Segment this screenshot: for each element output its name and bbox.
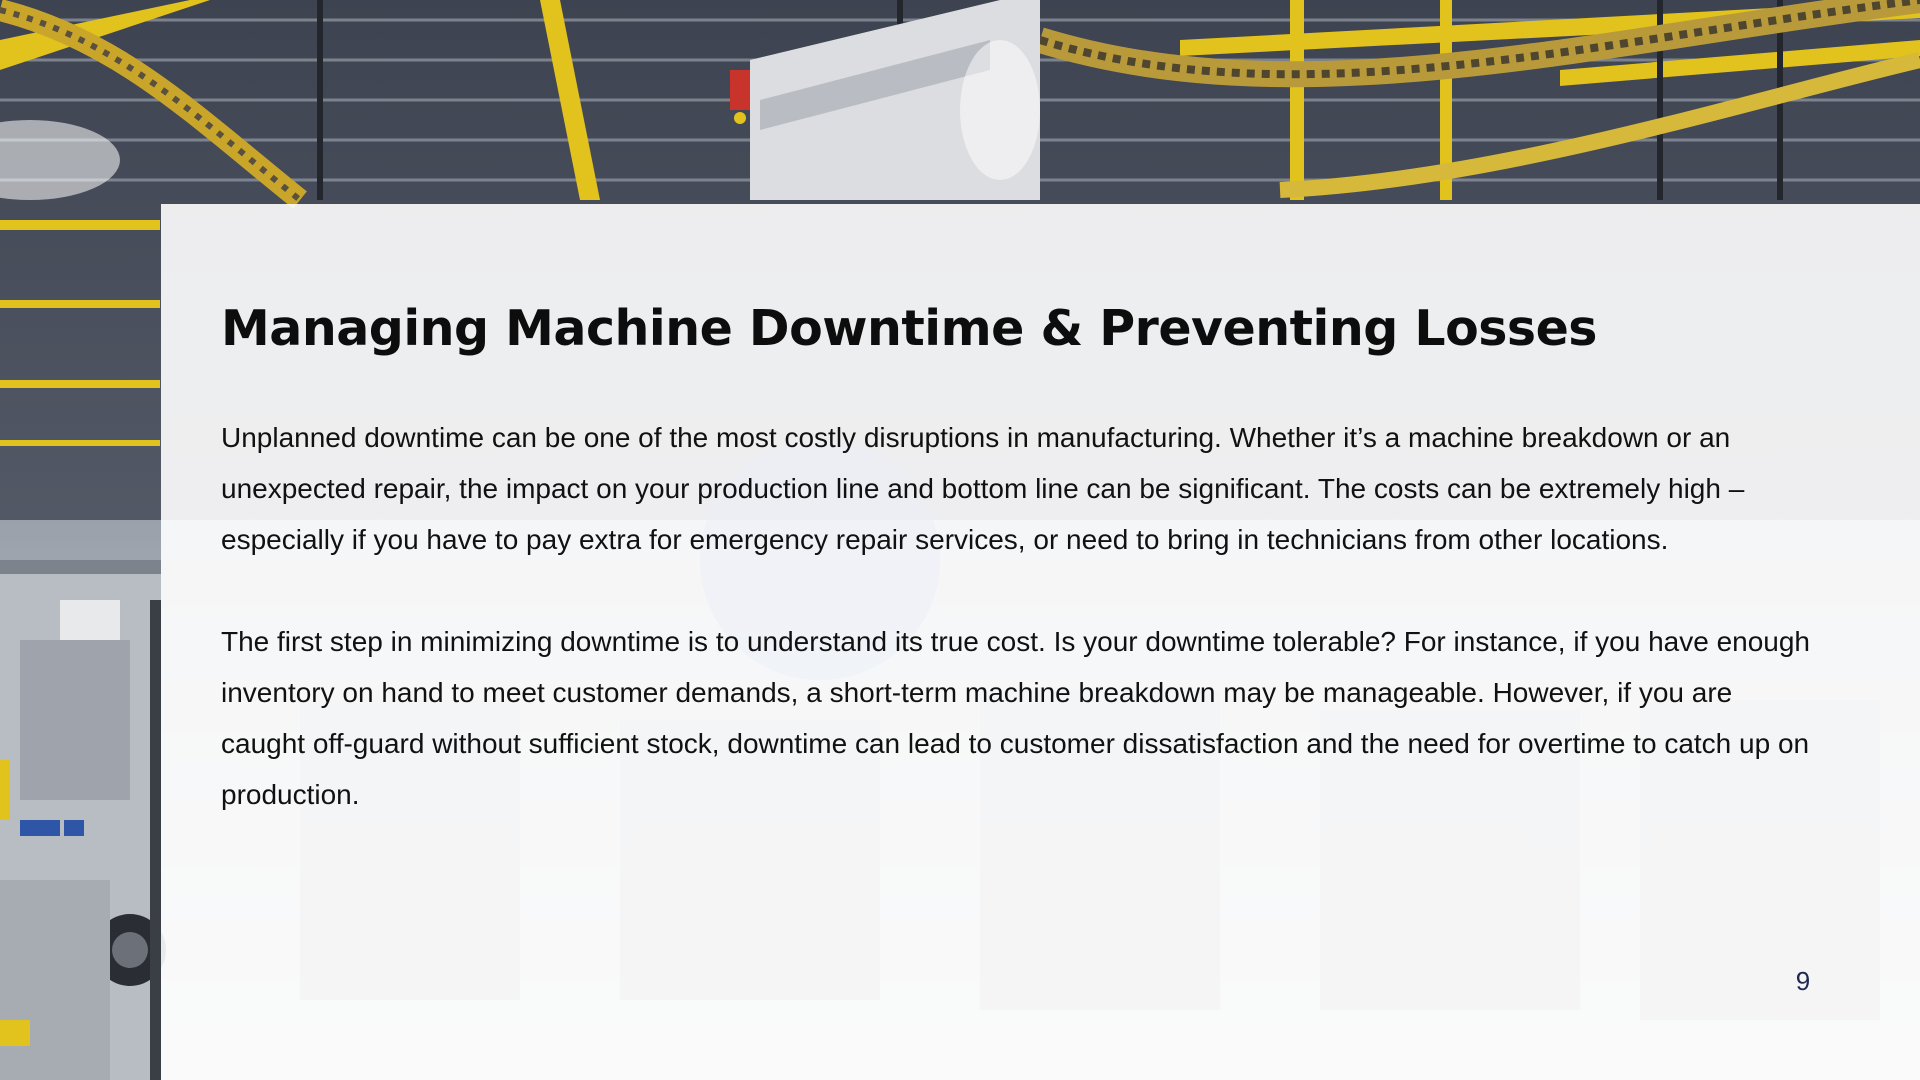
page-number: 9 — [1795, 966, 1811, 996]
content-panel — [161, 204, 1920, 1080]
slide-body — [221, 412, 1821, 871]
body-paragraph-1: Unplanned downtime can be one of the most costly disruptions in manufacturing. Whether it’s a machine breakdown or an unexpected repair, the impact on your production line and bottom line can be significant. The costs can be extremely high – especially if you have to pay extra for emergency repair services, or need to bring in technicians from other locations. — [221, 422, 1745, 555]
slide-title: Managing Machine Downtime & Preventing Losses — [221, 300, 1597, 357]
body-paragraph-2: The first step in minimizing downtime is to understand its true cost. Is your downtime tolerable? For instance, if you have enough inventory on hand to meet customer demands, a short-term machine breakdown may be manageable. However, if you are caught off-guard without sufficient stock, downtime can lead to customer dissatisfaction and the need for overtime to catch up on production. — [221, 626, 1810, 810]
